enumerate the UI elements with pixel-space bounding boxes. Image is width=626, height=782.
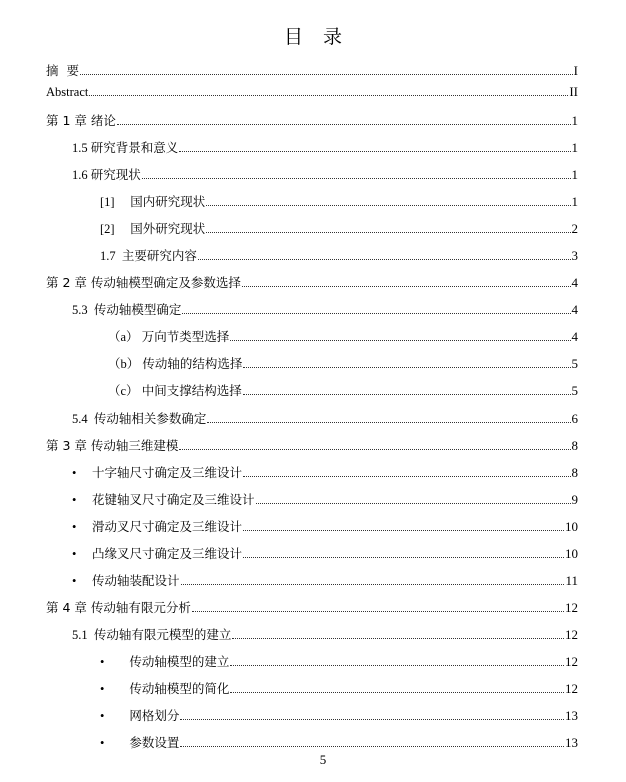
dot-leader — [207, 421, 570, 423]
toc-entry-page: 3 — [571, 248, 578, 263]
toc-entry-label: 传动轴相关参数确定 — [93, 411, 207, 426]
toc-entry-number: （c） — [108, 384, 142, 398]
toc-entry-page: 2 — [571, 221, 578, 236]
toc-entry-number: 5.4 — [72, 412, 94, 426]
toc-entry[interactable] — [72, 490, 578, 508]
dot-leader — [243, 393, 571, 395]
dot-leader — [179, 448, 570, 450]
toc-entry[interactable] — [100, 652, 578, 670]
toc-entry[interactable] — [100, 192, 578, 210]
toc-entry[interactable] — [72, 625, 578, 643]
toc-entry-number: [1] — [100, 195, 131, 209]
toc-entry-number: • — [72, 574, 93, 588]
toc-entry-page: 5 — [571, 383, 578, 398]
dot-leader — [243, 366, 570, 368]
toc-entry-label: 主要研究内容 — [121, 248, 197, 263]
toc-entry-label: 万向节类型选择 — [141, 329, 230, 344]
page-title: 目录 — [283, 26, 362, 48]
toc-entry-number: （b） — [108, 357, 143, 371]
toc-entry-label: 第 4 章 传动轴有限元分析 — [46, 600, 191, 615]
toc-entry-label: 第 2 章 传动轴模型确定及参数选择 — [46, 275, 241, 290]
dot-leader — [206, 231, 570, 233]
toc-entry-label: 第 1 章 绪论 — [46, 113, 116, 128]
toc-entry[interactable] — [100, 706, 578, 724]
toc-entry-number: （a） — [108, 330, 142, 344]
toc-entry[interactable] — [72, 165, 578, 183]
toc-entry-page: 8 — [571, 438, 578, 453]
toc-entry[interactable] — [100, 246, 578, 264]
toc-entry[interactable] — [72, 517, 578, 535]
toc-entry-label: 国内研究现状 — [130, 194, 206, 209]
toc-entry-number: • — [72, 493, 93, 507]
toc-entry[interactable] — [108, 381, 578, 399]
dot-leader — [206, 204, 570, 206]
toc-entry-page: 4 — [571, 302, 578, 317]
toc-entry-page: 6 — [571, 411, 578, 426]
dot-leader — [192, 610, 564, 612]
toc-entry[interactable] — [72, 300, 578, 318]
dot-leader — [180, 745, 564, 747]
toc-entry-page: 1 — [571, 140, 578, 155]
toc-entry[interactable] — [72, 463, 578, 481]
toc-entry[interactable] — [100, 733, 578, 751]
toc-entry-page: 4 — [571, 329, 578, 344]
toc-entry-page: 12 — [565, 681, 578, 696]
toc-entry-page: 5 — [571, 356, 578, 371]
dot-leader — [242, 285, 571, 287]
toc-entry-page: I — [573, 63, 578, 78]
dot-leader — [117, 123, 571, 125]
toc-entry-label: 传动轴模型的建立 — [129, 654, 230, 669]
toc-entry[interactable] — [46, 436, 578, 454]
toc-entry-page: 12 — [565, 654, 578, 669]
toc-entry[interactable] — [72, 571, 578, 589]
toc-entry[interactable] — [46, 111, 578, 129]
dot-leader — [181, 583, 565, 585]
toc-entry-number: • — [100, 655, 130, 669]
dot-leader — [142, 177, 571, 179]
toc-entry-label: 中间支撑结构选择 — [141, 383, 242, 398]
toc-entry-label: 摘 要 — [46, 63, 79, 78]
toc-entry-number: • — [72, 520, 93, 534]
dot-leader — [182, 312, 570, 314]
toc-entry-page: 12 — [565, 627, 578, 642]
toc-entry-page: 13 — [565, 735, 578, 750]
toc-entry-number: • — [72, 547, 93, 561]
toc-entry-page: 4 — [571, 275, 578, 290]
toc-entry-page: 11 — [565, 573, 578, 588]
dot-leader — [198, 258, 571, 260]
dot-leader — [89, 94, 568, 96]
toc-entry-number: [2] — [100, 222, 131, 236]
toc-entry-label: 研究现状 — [90, 167, 141, 182]
dot-leader — [80, 73, 573, 75]
toc-entry-number: • — [100, 709, 130, 723]
toc-entry-page: 10 — [565, 519, 578, 534]
dot-leader — [230, 664, 564, 666]
toc-entry-label: 十字轴尺寸确定及三维设计 — [92, 465, 243, 480]
toc-entry-label: 研究背景和意义 — [90, 140, 179, 155]
toc-entry[interactable] — [100, 219, 578, 237]
toc-entry-label: 第 3 章 传动轴三维建模 — [46, 438, 179, 453]
toc-entry-label: 花键轴叉尺寸确定及三维设计 — [92, 492, 255, 507]
toc-entry-label: 滑动叉尺寸确定及三维设计 — [92, 519, 243, 534]
toc-entry-label: 传动轴的结构选择 — [142, 356, 243, 371]
toc-entry[interactable] — [72, 544, 578, 562]
toc-entry-number: 5.1 — [72, 628, 94, 642]
toc-entry-label: 传动轴有限元模型的建立 — [93, 627, 232, 642]
toc-entry-number: 1.5 — [72, 141, 91, 155]
toc-entry-label: 参数设置 — [129, 735, 180, 750]
toc-entry-page: 1 — [571, 113, 578, 128]
toc-entry[interactable] — [46, 82, 578, 100]
page-number: 5 — [319, 752, 327, 767]
toc-entry-label: 国外研究现状 — [130, 221, 206, 236]
toc-entry-label: 传动轴模型确定 — [93, 302, 182, 317]
toc-entry-page: 9 — [571, 492, 578, 507]
toc-entry-page: 1 — [571, 167, 578, 182]
dot-leader — [230, 691, 564, 693]
toc-entry-number: • — [72, 466, 93, 480]
toc-entry-page: 10 — [565, 546, 578, 561]
toc-entry-label: 传动轴模型的简化 — [129, 681, 230, 696]
toc-entry-label: 网格划分 — [129, 708, 180, 723]
toc-entry-page: II — [569, 84, 578, 99]
toc-entry[interactable] — [108, 327, 578, 345]
dot-leader — [230, 339, 570, 341]
toc-entry-number: 1.7 — [100, 249, 122, 263]
toc-entry-number: • — [100, 682, 130, 696]
toc-entry-page: 8 — [571, 465, 578, 480]
toc-entry[interactable] — [108, 354, 578, 372]
toc-entry-label: Abstract — [46, 85, 89, 99]
dot-leader — [179, 150, 570, 152]
toc-entry[interactable] — [46, 273, 578, 291]
toc-entry[interactable] — [100, 679, 578, 697]
dot-leader — [243, 475, 570, 477]
dot-leader — [180, 718, 564, 720]
toc-entry-label: 凸缘叉尺寸确定及三维设计 — [92, 546, 243, 561]
toc-entry-label: 传动轴装配设计 — [92, 573, 180, 588]
dot-leader — [256, 502, 571, 504]
toc-entry-number: 1.6 — [72, 168, 91, 182]
toc-entry[interactable] — [72, 138, 578, 156]
toc-entry[interactable] — [72, 409, 578, 427]
dot-leader — [243, 556, 564, 558]
toc-entry[interactable] — [46, 61, 578, 79]
dot-leader — [232, 637, 564, 639]
toc-entry-number: 5.3 — [72, 303, 94, 317]
toc-entry[interactable] — [46, 598, 578, 616]
toc-entry-page: 13 — [565, 708, 578, 723]
toc-entry-page: 1 — [571, 194, 578, 209]
dot-leader — [243, 529, 564, 531]
toc-entry-number: • — [100, 736, 130, 750]
toc-entry-page: 12 — [565, 600, 578, 615]
